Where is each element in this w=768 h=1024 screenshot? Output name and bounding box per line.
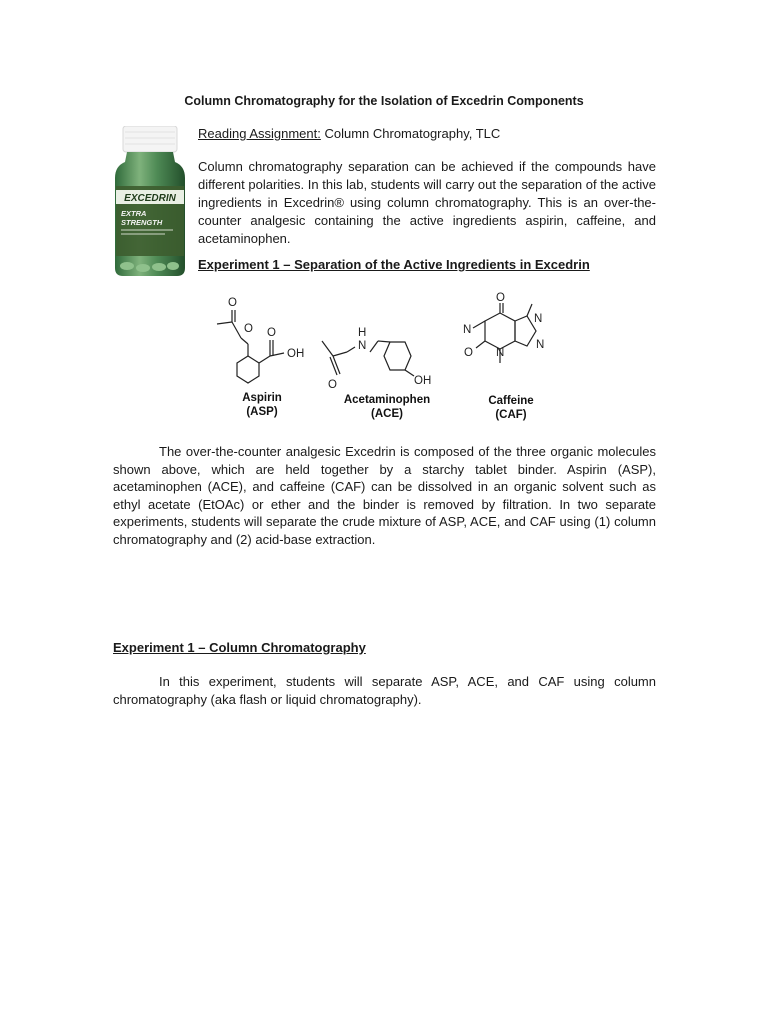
reading-assignment-label: Reading Assignment:	[198, 126, 321, 141]
acetaminophen-abbr: (ACE)	[371, 408, 403, 420]
paragraph-1	[113, 443, 656, 548]
caffeine-label: Caffeine	[488, 395, 534, 407]
ace-atom-oh: OH	[414, 375, 432, 387]
caf-atom-n9: N	[536, 339, 545, 351]
aspirin-atom-o2: O	[244, 323, 253, 335]
caffeine-abbr: (CAF)	[495, 409, 527, 421]
experiment1-column-heading: Experiment 1 – Column Chromatography	[113, 640, 366, 655]
paragraph-2	[113, 673, 656, 708]
reading-assignment-value: Column Chromatography, TLC	[320, 126, 501, 141]
aspirin-atom-o3: O	[267, 327, 276, 339]
page-title: Column Chromatography for the Isolation of Excedrin Components	[184, 94, 584, 108]
molecular-structures	[200, 286, 580, 426]
caf-atom-o1: O	[496, 292, 505, 304]
caf-atom-n1: N	[463, 324, 472, 336]
reading-assignment	[198, 126, 500, 141]
caf-atom-o2: O	[464, 347, 473, 359]
intro-paragraph: Column chromatography separation can be achieved if the compounds have different polarities. In this lab, students will carry out the separation of the active ingredients in Excedrin® using column chromatography. This is an over-the-counter analgesic containing the active ingredients aspirin, caffeine, and acetaminophen.	[198, 159, 656, 246]
ace-atom-o: O	[328, 379, 337, 391]
ace-atom-n: N	[358, 340, 367, 352]
aspirin-label: Aspirin	[242, 392, 282, 404]
bottle-line2: STRENGTH	[121, 218, 163, 227]
aspirin-atom-oh: OH	[287, 348, 305, 360]
aspirin-abbr: (ASP)	[246, 406, 278, 418]
aspirin-atom-o1: O	[228, 297, 237, 309]
acetaminophen-label: Acetaminophen	[343, 394, 431, 406]
excedrin-bottle-image	[113, 126, 187, 278]
paragraph-1-text: The over-the-counter analgesic Excedrin is composed of the three organic molecules shown above, which are held together by a starchy tablet binder. Aspirin (ASP), acetaminophen (ACE), and caffeine (CAF) can be dissolved in an organic solvent such as ethyl acetate (EtOAc) or ether and the binder is removed by filtration. In two separate experiments, students will separate the crude mixture of ASP, ACE, and CAF using (1) column chromatography and (2) acid-base extraction.	[113, 444, 656, 547]
bottle-line1: EXTRA	[121, 209, 147, 218]
caf-atom-n3: N	[496, 347, 505, 359]
ace-atom-h: H	[358, 327, 367, 339]
experiment1-heading: Experiment 1 – Separation of the Active Ingredients in Excedrin	[198, 257, 590, 272]
bottle-brand: EXCEDRIN	[124, 193, 176, 204]
paragraph-2-text: In this experiment, students will separate ASP, ACE, and CAF using column chromatography (aka flash or liquid chromatography).	[113, 674, 656, 707]
caf-atom-n7: N	[534, 313, 543, 325]
